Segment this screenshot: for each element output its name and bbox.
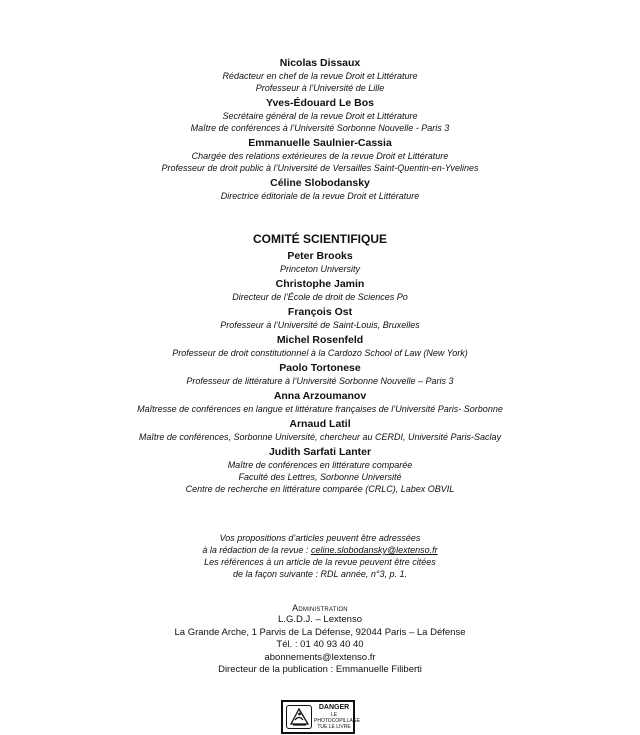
citation-line: Les références à un article de la revue peuvent être citées (204, 557, 436, 567)
danger-title: DANGER (318, 704, 350, 711)
committee-member (0, 278, 640, 303)
member-role: Professeur de littérature à l’Université Sorbonne Nouvelle – Paris 3 (186, 376, 454, 386)
submission-info (0, 532, 640, 580)
editor-role: Maître de conférences à l’Université Sorbonne Nouvelle - Paris 3 (190, 123, 450, 133)
member-name: Judith Sarfati Lanter (268, 446, 372, 458)
editor-role: Rédacteur en chef de la revue Droit et Littérature (222, 71, 418, 81)
member-name: Peter Brooks (287, 250, 353, 262)
editor-name: Céline Slobodansky (270, 177, 370, 189)
committee-member (0, 390, 640, 415)
committee-member (0, 306, 640, 331)
submission-line (0, 544, 640, 556)
editor-name: Yves-Édouard Le Bos (266, 97, 374, 109)
member-name: Arnaud Latil (289, 418, 351, 430)
administration-line: L.G.D.J. – Lextenso (278, 614, 362, 625)
member-role: Maîtresse de conférences en langue et littérature françaises de l’Université Paris- Sorbonne (137, 404, 503, 414)
editor-role: Professeur de droit public à l’Université de Versailles Saint-Quentin-en-Yvelines (161, 163, 479, 173)
submission-line: Vos propositions d’articles peuvent être adressées (219, 533, 421, 543)
committee-title: COMITÉ SCIENTIFIQUE (252, 232, 387, 246)
danger-line: TUE LE LIVRE (317, 724, 351, 730)
committee-member (0, 334, 640, 359)
crying-book-icon (286, 705, 312, 729)
editor-role: Chargée des relations extérieures de la revue Droit et Littérature (191, 151, 449, 161)
member-role: Faculté des Lettres, Sorbonne Université (238, 472, 402, 482)
editorial-team (0, 54, 640, 202)
editor-entry (0, 137, 640, 174)
member-name: Michel Rosenfeld (276, 334, 364, 346)
submission-line-prefix: à la rédaction de la revue : (202, 545, 311, 555)
danger-photocopillage-logo (281, 700, 361, 734)
danger-line: LE (330, 712, 338, 718)
editor-role: Professeur à l’Université de Lille (255, 83, 385, 93)
member-role: Professeur de droit constitutionnel à la Cardozo School of Law (New York) (172, 348, 468, 358)
editor-entry (0, 177, 640, 202)
member-name: Paolo Tortonese (279, 362, 361, 374)
administration-title: Administration (292, 603, 348, 613)
editor-entry (0, 57, 640, 94)
committee-member (0, 250, 640, 275)
administration-line: abonnements@lextenso.fr (264, 651, 376, 663)
danger-text (314, 704, 361, 730)
citation-line: de la façon suivante : RDL année, n°3, p. 1. (232, 569, 408, 579)
administration-line: La Grande Arche, 1 Parvis de La Défense, 92044 Paris – La Défense (174, 626, 466, 638)
member-name: François Ost (287, 306, 353, 318)
committee-member (0, 446, 640, 495)
member-role: Maître de conférences, Sorbonne Université, chercheur au CERDI, Université Paris-Saclay (138, 432, 502, 442)
committee-member (0, 362, 640, 387)
editor-name: Emmanuelle Saulnier-Cassia (248, 137, 392, 149)
editor-entry (0, 97, 640, 134)
administration-line: Directeur de la publication : Emmanuelle Filiberti (218, 664, 422, 675)
member-role: Directeur de l’École de droit de Sciences Po (232, 292, 408, 302)
scientific-committee (0, 232, 640, 495)
committee-member (0, 418, 640, 443)
member-role: Maître de conférences en littérature comparée (227, 460, 413, 470)
member-role: Centre de recherche en littérature comparée (CRLC), Labex OBVIL (185, 484, 455, 494)
member-role: Princeton University (279, 264, 361, 274)
administration (0, 602, 640, 677)
member-name: Christophe Jamin (275, 278, 365, 290)
editor-role: Secrétaire général de la revue Droit et Littérature (222, 111, 418, 121)
administration-line: Tél. : 01 40 93 40 40 (276, 639, 364, 650)
editor-name: Nicolas Dissaux (279, 57, 361, 69)
danger-line: PHOTOCOPILLAGE (314, 718, 361, 724)
editor-role: Directrice éditoriale de la revue Droit et Littérature (220, 191, 420, 201)
member-name: Anna Arzoumanov (273, 390, 367, 402)
member-role: Professeur à l’Université de Saint-Louis, Bruxelles (220, 320, 420, 330)
editor-email-link[interactable]: celine.slobodansky@lextenso.fr (310, 545, 438, 555)
